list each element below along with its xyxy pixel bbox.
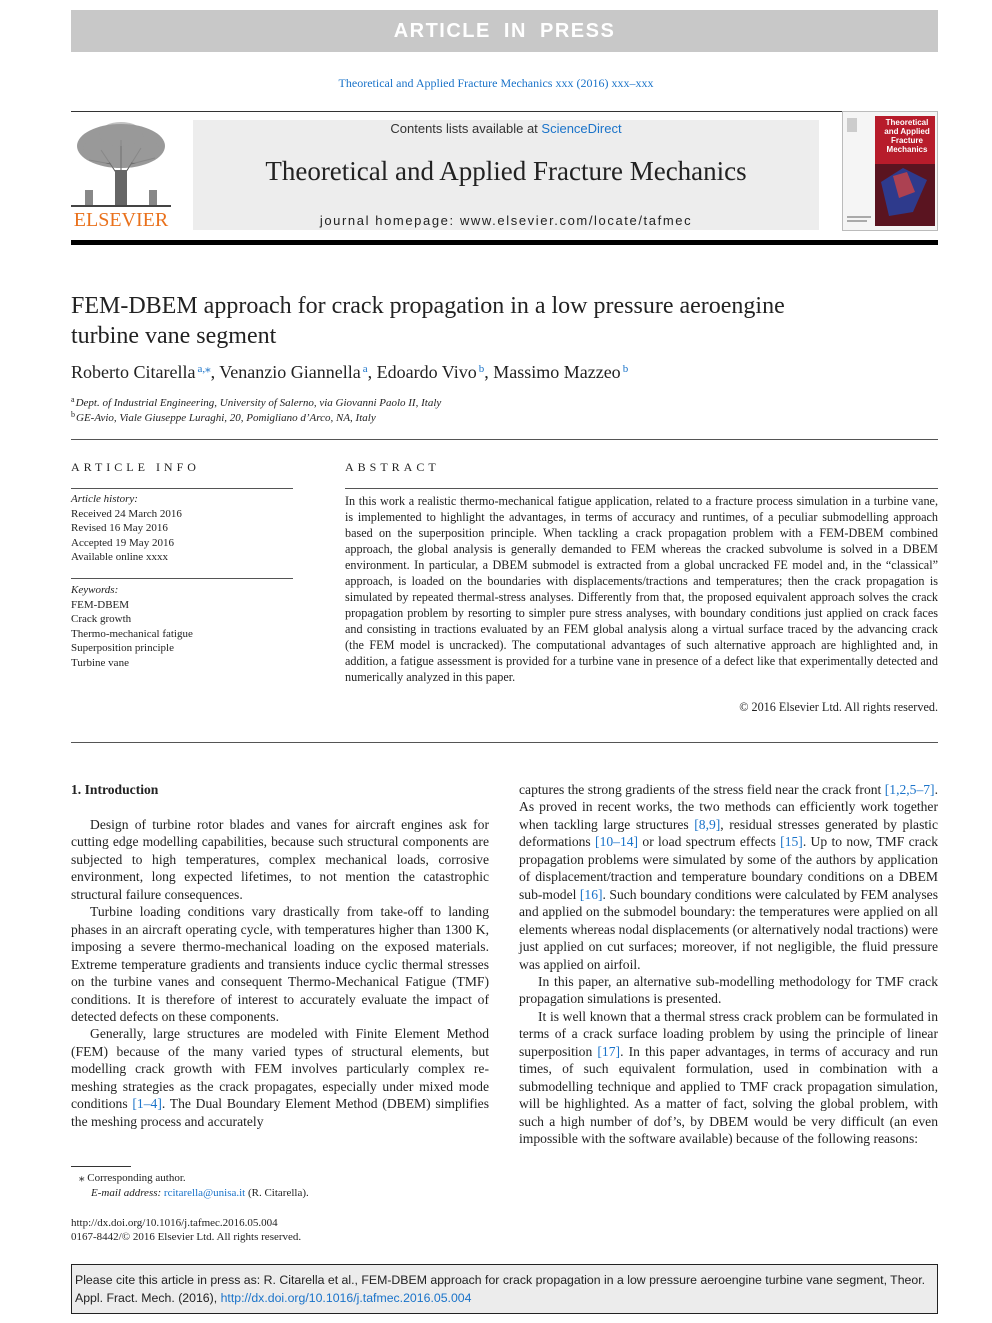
article-title-line2: turbine vane segment (71, 323, 277, 349)
info-top-rule (71, 439, 938, 440)
author-affiliation-mark[interactable]: a,⁎ (197, 363, 211, 375)
reference-link[interactable]: [1,2,5–7] (884, 782, 935, 797)
paragraph: Turbine loading conditions vary drastically from take-off to landing phases in an aircraft operating cycle, with temperatures higher than 1300 K, imposing a severe thermo-mechanical loading on the exposed materials. Extreme temperature gradients and transients induce cyclic thermal stresses on the turbine vanes and consequent Thermo-Mechanical Fatigue (TMF) conditions. It is therefore of interest to accurately evaluate the impact of detected defects on these components. (71, 904, 489, 1024)
affiliation-a (71, 395, 441, 409)
history-revised: Revised 16 May 2016 (71, 522, 168, 534)
article-info-rule (71, 488, 293, 489)
author-list: Roberto Citarella $^{a,⁎}$, Venanzio Giannella $^a$, Edoardo Vivo $^b$, Massimo Mazzeo $^b$ (71, 362, 629, 382)
sciencedirect-link[interactable]: ScienceDirect (541, 121, 622, 136)
reference-link[interactable]: [15] (780, 834, 803, 850)
homepage-prefix: journal homepage: (319, 213, 460, 228)
issn-copyright: 0167-8442/© 2016 Elsevier Ltd. All rights reserved. (71, 1231, 302, 1243)
citation-box (71, 1264, 938, 1314)
paragraph: Design of turbine rotor blades and vanes for aircraft engines ask for cutting edge modelling capabilities, because such structural components are subjected to high temperatures, complex mechanical loads, corrosive environment, long expected lifetimes, to not mention the catastrophic structural failure consequences. (71, 817, 489, 902)
keyword-item: Turbine vane (71, 656, 129, 669)
keywords-rule (71, 578, 293, 579)
email-suffix: (R. Citarella). (245, 1187, 309, 1199)
author-name[interactable]: Massimo Mazzeo (493, 362, 621, 382)
cover-title: Theoretical and Applied Fracture Mechanics (884, 118, 930, 154)
paragraph: In this paper, an alternative sub-modelling methodology for TMF crack propagation simulations is presented. (519, 973, 938, 1007)
paragraph (71, 1025, 489, 1130)
citation-text: Please cite this article in press as: R. Citarella et al., FEM-DBEM approach for crack propagation in a low pressure aeroengine turbine vane segment, Theor. Appl. Fract. Mech. (2016), (75, 1273, 926, 1305)
article-in-press-banner: ARTICLE IN PRESS (71, 10, 938, 52)
reference-link[interactable]: [10–14] (595, 834, 639, 850)
history-label: Article history: (71, 493, 138, 505)
history-accepted: Accepted 19 May 2016 (71, 536, 174, 549)
history-online: Available online xxxx (71, 551, 168, 563)
paragraph-text: , residual stresses generated by plastic deformations (519, 816, 938, 850)
abstract-bottom-rule (71, 742, 938, 743)
paragraph-text: Generally, large structures are modeled with Finite Element Method (FEM) because of the many varied types of structural elements, but modelling crack growth with FEM involves particularly complex re-meshing strategies as the crack propagates, especially under mixed mode conditions (71, 1026, 489, 1112)
keyword-item: Thermo-mechanical fatigue (71, 627, 193, 640)
history-received: Received 24 March 2016 (71, 507, 182, 520)
affiliation-text: Dept. of Industrial Engineering, University of Salerno, via Giovanni Paolo II, Italy (75, 397, 442, 409)
article-title-line1: FEM-DBEM approach for crack propagation in a low pressure aeroengine (71, 293, 785, 319)
affiliation-text: GE-Avio, Viale Giuseppe Luraghi, 20, Pomigliano d’Arco, NA, Italy (76, 412, 376, 424)
corresponding-author-note: ⁎ Corresponding author. (79, 1172, 186, 1184)
paragraph-text: . Such boundary conditions were calculated by FEM analyses and applied on the submodel boundary: the temperatures were applied on all elements whereas nodal displacements (or alternatively nodal tractions) were just applied on cut surfaces; moreover, if not negligible, the fluid pressure was applied on airfoil. (519, 886, 938, 972)
contents-prefix: Contents lists available at (390, 121, 542, 136)
elsevier-wordmark: ELSEVIER (73, 209, 169, 231)
journal-homepage (193, 213, 819, 228)
citation-doi-link[interactable]: http://dx.doi.org/10.1016/j.tafmec.2016.05.004 (220, 1291, 472, 1305)
keyword-item: Superposition principle (71, 642, 174, 654)
email-note (91, 1187, 309, 1199)
keywords-label: Keywords: (71, 584, 119, 596)
keyword-item: FEM-DBEM (71, 598, 130, 611)
author-affiliation-mark[interactable]: a (362, 363, 368, 375)
homepage-url[interactable]: www.elsevier.com/locate/tafmec (459, 213, 693, 228)
paragraph-text: . As proved in recent works, the two methods can efficiently work together when tackling large structures (519, 782, 938, 832)
paragraph (519, 781, 938, 973)
journal-citation-link[interactable]: Theoretical and Applied Fracture Mechanics xxx (2016) xxx–xxx (338, 76, 654, 90)
contents-line (193, 121, 819, 136)
abstract-heading: ABSTRACT (345, 460, 440, 474)
abstract-text: In this work a realistic thermo-mechanical fatigue application, related to a fracture process simulation in a turbine vane, is implemented to highlight the advantages, in terms of accuracy and runtimes, of a peculiar submodelling approach based on the superposition principle. When tackling a crack propagation problem with a FEM-DBEM combined approach, the global analysis is generally demanded to FEM whereas the cracked subvolume is solved in a DBEM environment. In particular, a DBEM submodel is extracted from a global uncracked FE model and, in the “classical” approach, is loaded on the boundaries with displacements/tractions and temperatures; then the crack propagation is simulated by repeated thermal-stress analyses. Differently from that, the proposed equivalent approach solves the crack propagation problem by resorting to simpler pure stress analyses, with boundary conditions just applied on crack faces and consisting in tractions evaluated by an FEM global analysis along a virtual surface traced by the advancing crack (the FEM model is uncracked). The computational advantages of such alternative approach are highlighted and, in addition, a fatigue assessment is provided for a turbine vane in presence of a defect like that experimentally detected and numerically analyzed in this paper. (345, 494, 938, 684)
author-name[interactable]: Venanzio Giannella (219, 362, 361, 382)
article-history (71, 492, 293, 565)
affiliation-mark: b (71, 410, 75, 419)
affiliation-b (71, 410, 376, 424)
reference-link[interactable]: [16] (579, 886, 603, 902)
doi-link[interactable]: http://dx.doi.org/10.1016/j.tafmec.2016.05.004 (71, 1217, 278, 1229)
email-label: E-mail address: (91, 1187, 164, 1199)
journal-title: Theoretical and Applied Fracture Mechanics (265, 156, 747, 186)
article-title (71, 291, 871, 351)
body-left-column (71, 816, 489, 1130)
email-link[interactable]: rcitarella@unisa.it (163, 1187, 246, 1199)
paragraph-text: It is well known that a thermal stress crack problem can be formulated in terms of a crack surface loading problem by using the principle of linear superposition (519, 1008, 938, 1059)
article-info-heading: ARTICLE INFO (71, 460, 200, 474)
journal-cover-thumbnail[interactable] (842, 111, 938, 231)
paragraph (519, 1008, 938, 1148)
paragraph-text: . The Dual Boundary Element Method (DBEM) simplifies the meshing process and accurately (71, 1096, 489, 1129)
footnote-rule (71, 1166, 131, 1167)
reference-link[interactable]: [1–4] (132, 1096, 162, 1112)
header-top-rule (71, 111, 938, 112)
keyword-item: Crack growth (71, 613, 132, 625)
introduction-heading: 1. Introduction (71, 782, 159, 797)
author-name[interactable]: Edoardo Vivo (376, 362, 477, 382)
paragraph-text: . Up to now, TMF crack propagation problems were simulated by some of the authors by application of displacement/traction and temperature boundary conditions on a DBEM sub-model (519, 834, 939, 902)
author-affiliation-mark[interactable]: b (622, 363, 629, 375)
paragraph-text: . In this paper advantages, in terms of accuracy and run times, of such equivalent formulation, used in combination with a submodelling technique and applied to TMF crack propagation simulation, will be highlighted. As a matter of fact, solving the global problem, with such a high number of dof’s, by DBEM would be very difficult (an even impossible with the software available) because of the following reasons: (519, 1043, 938, 1147)
abstract-rule (345, 488, 938, 489)
reference-link[interactable]: [8,9] (694, 816, 721, 832)
paragraph-text: captures the strong gradients of the stress field near the crack front (519, 782, 885, 797)
header-bottom-rule (71, 240, 938, 245)
elsevier-tree-icon (71, 120, 171, 208)
body-right-column (519, 781, 938, 1148)
keywords (71, 583, 293, 670)
reference-link[interactable]: [17] (597, 1043, 621, 1059)
affiliation-mark: a (71, 395, 75, 404)
paragraph-text: or load spectrum effects (638, 834, 781, 850)
abstract-copyright: © 2016 Elsevier Ltd. All rights reserved. (739, 700, 938, 714)
author-affiliation-mark[interactable]: b (478, 363, 485, 375)
author-name[interactable]: Roberto Citarella (71, 362, 196, 382)
